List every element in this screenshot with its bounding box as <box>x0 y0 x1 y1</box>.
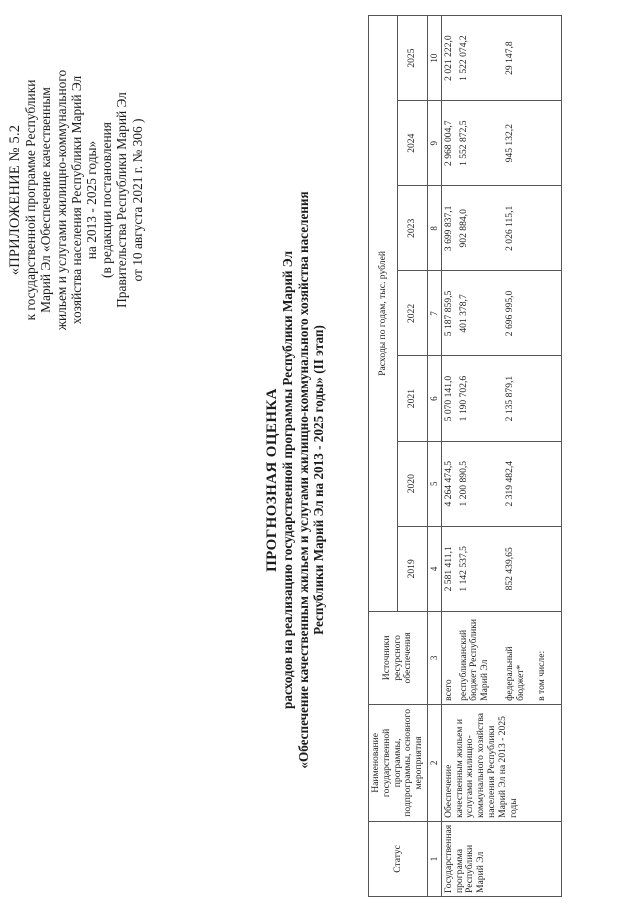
column-number: 7 <box>427 271 441 356</box>
row-source: всего <box>441 611 456 704</box>
value-cell: 902 884,0 <box>457 186 493 271</box>
header-year: 2024 <box>398 101 428 186</box>
value-cell: 852 439,65 <box>493 526 529 611</box>
column-number: 5 <box>427 441 441 526</box>
value-cell: 1 142 537,5 <box>457 526 493 611</box>
column-number: 4 <box>427 526 441 611</box>
heading-line: «Обеспечение качественным жильем и услугами жилищно-коммунального хозяйства населения <box>295 191 311 769</box>
value-cell: 4 264 474,5 <box>441 441 456 526</box>
header-row <box>369 16 398 897</box>
value-cell: 3 699 837,1 <box>441 186 456 271</box>
header-year: 2022 <box>398 271 428 356</box>
row-source: в том числе: <box>529 611 562 704</box>
header-expenses: Расходы по годам, тыс. рублей <box>369 16 398 612</box>
appendix-line: жильем и услугами жилищно-коммунального <box>53 69 69 331</box>
value-cell: 2 135 879,1 <box>493 356 529 441</box>
value-cell: 2 021 222,0 <box>441 16 456 101</box>
header-year: 2021 <box>398 356 428 441</box>
appendix-line: на 2013 - 2025 годы» <box>84 140 100 260</box>
value-cell: 29 147,8 <box>493 16 529 101</box>
appendix-line: Марий Эл «Обеспечение качественным <box>38 87 54 313</box>
appendix-line: от 10 августа 2021 г. № 306 ) <box>129 118 145 282</box>
heading-line: Республики Марий Эл на 2013 - 2025 годы» (II этап) <box>311 325 327 635</box>
value-cell: 1 552 872,5 <box>457 101 493 186</box>
header-year: 2023 <box>398 186 428 271</box>
column-number-row <box>427 16 441 897</box>
value-cell: 401 378,7 <box>457 271 493 356</box>
value-cell: 2 319 482,4 <box>493 441 529 526</box>
header-year: 2025 <box>398 16 428 101</box>
row-status: Государственная программа Республики Марий Эл <box>441 821 561 896</box>
value-cell: 5 070 141,0 <box>441 356 456 441</box>
value-cell <box>529 356 562 441</box>
appendix-title: «ПРИЛОЖЕНИЕ № 5.2 <box>7 124 23 276</box>
value-cell <box>529 441 562 526</box>
value-cell <box>529 101 562 186</box>
header-name: Наименование государственной программы, подпрограммы, основного мероприятия <box>369 704 428 821</box>
column-number: 2 <box>427 704 441 821</box>
header-sources: Источники ресурсного обеспечения <box>369 611 428 704</box>
value-cell <box>529 526 562 611</box>
column-number: 9 <box>427 101 441 186</box>
header-status: Статус <box>369 821 428 896</box>
column-number: 1 <box>427 821 441 896</box>
appendix-line: (в редакции постановления <box>99 122 115 278</box>
value-cell: 1 190 702,6 <box>457 356 493 441</box>
column-number: 8 <box>427 186 441 271</box>
value-cell <box>529 186 562 271</box>
expenses-table <box>368 15 562 897</box>
heading-line: расходов на реализацию государственной программы Республики Марий Эл <box>280 251 296 709</box>
value-cell: 1 200 890,5 <box>457 441 493 526</box>
header-year: 2019 <box>398 526 428 611</box>
value-cell <box>529 16 562 101</box>
appendix-line: Правительства Республики Марий Эл <box>114 92 130 308</box>
appendix-line: к государственной программе Республики <box>23 79 39 321</box>
row-program-name: Обеспечение качественным жильем и услугами жилищно-коммунального хозяйства населения Республики Марий Эл на 2013 - 2025 годы <box>441 704 561 821</box>
row-source: федеральный бюджет* <box>493 611 529 704</box>
appendix-line: хозяйства населения Республики Марий Эл <box>68 75 84 325</box>
header-year: 2020 <box>398 441 428 526</box>
value-cell: 2 581 411,1 <box>441 526 456 611</box>
document-heading <box>265 160 327 800</box>
value-cell: 1 522 074,2 <box>457 16 493 101</box>
value-cell: 2 026 115,1 <box>493 186 529 271</box>
column-number: 3 <box>427 611 441 704</box>
appendix-block <box>8 10 145 390</box>
value-cell: 2 696 995,0 <box>493 271 529 356</box>
value-cell: 2 968 004,7 <box>441 101 456 186</box>
row-source: республиканский бюджет Республики Марий Эл <box>457 611 493 704</box>
column-number: 10 <box>427 16 441 101</box>
value-cell: 5 187 859,5 <box>441 271 456 356</box>
table-row <box>441 16 456 897</box>
heading-title: ПРОГНОЗНАЯ ОЦЕНКА <box>264 388 280 572</box>
column-number: 6 <box>427 356 441 441</box>
value-cell: 945 132,2 <box>493 101 529 186</box>
value-cell <box>529 271 562 356</box>
